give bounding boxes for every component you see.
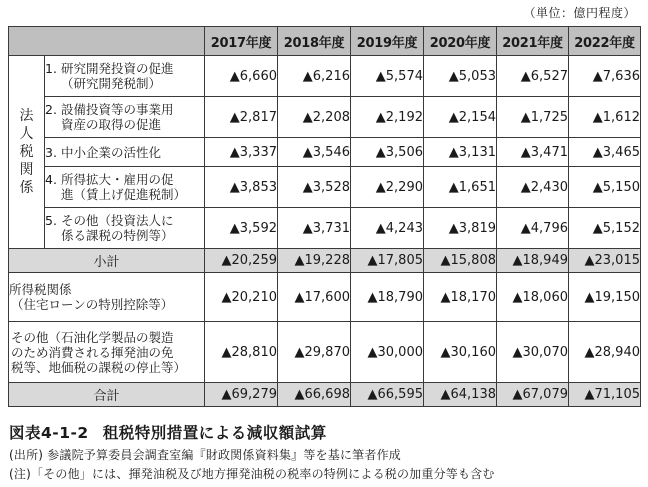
value-cell: ▲18,060 xyxy=(497,273,569,322)
value-cell: ▲20,259 xyxy=(205,249,278,273)
value-cell: ▲15,808 xyxy=(424,249,497,273)
item-label: 1. 研究開発投資の促進 （研究開発税制） xyxy=(45,56,205,97)
header-blank-cell xyxy=(9,27,205,56)
value-cell: ▲2,817 xyxy=(205,97,278,138)
figure-title: 租税特別措置による減収額試算 xyxy=(102,424,327,442)
footnote: (注)「その他」には、揮発油税及び地方揮発油税の税率の特例による税の加重分等も含む xyxy=(9,467,495,481)
value-cell: ▲23,015 xyxy=(569,249,641,273)
other-row xyxy=(9,322,641,383)
source-note: (出所) 参議院予算委員会調査室編『財政関係資料集』等を基に筆者作成 xyxy=(9,448,401,462)
year-header: 2020年度 xyxy=(424,27,497,56)
value-cell: ▲28,810 xyxy=(205,322,278,383)
value-cell: ▲3,853 xyxy=(205,167,278,208)
value-cell: ▲3,465 xyxy=(569,138,641,167)
year-header: 2021年度 xyxy=(497,27,569,56)
figure-number: 図表4-1-2 xyxy=(9,424,89,442)
table-row xyxy=(9,97,641,138)
unit-label: （単位：億円程度） xyxy=(523,6,636,20)
value-cell: ▲2,192 xyxy=(351,97,424,138)
value-cell: ▲67,079 xyxy=(497,383,569,407)
value-cell: ▲1,612 xyxy=(569,97,641,138)
value-cell: ▲3,819 xyxy=(424,208,497,249)
value-cell: ▲5,574 xyxy=(351,56,424,97)
income-tax-label: 所得税関係 （住宅ローンの特別控除等） xyxy=(9,273,205,322)
value-cell: ▲6,216 xyxy=(278,56,351,97)
value-cell: ▲30,000 xyxy=(351,322,424,383)
value-cell: ▲20,210 xyxy=(205,273,278,322)
year-header: 2017年度 xyxy=(205,27,278,56)
header-row xyxy=(9,27,641,56)
value-cell: ▲19,150 xyxy=(569,273,641,322)
item-label: 5. その他（投資法人に 係る課税の特例等） xyxy=(45,208,205,249)
value-cell: ▲6,527 xyxy=(497,56,569,97)
value-cell: ▲71,105 xyxy=(569,383,641,407)
value-cell: ▲5,152 xyxy=(569,208,641,249)
value-cell: ▲3,731 xyxy=(278,208,351,249)
value-cell: ▲29,870 xyxy=(278,322,351,383)
value-cell: ▲28,940 xyxy=(569,322,641,383)
item-label: 3. 中小企業の活性化 xyxy=(45,138,205,167)
other-label: その他（石油化学製品の製造 のため消費される揮発油の免 税等、地価税の課税の停止等） xyxy=(9,322,205,383)
value-cell: ▲66,698 xyxy=(278,383,351,407)
value-cell: ▲3,131 xyxy=(424,138,497,167)
value-cell: ▲4,243 xyxy=(351,208,424,249)
year-header: 2022年度 xyxy=(569,27,641,56)
table-row xyxy=(9,167,641,208)
value-cell: ▲19,228 xyxy=(278,249,351,273)
value-cell: ▲7,636 xyxy=(569,56,641,97)
value-cell: ▲3,337 xyxy=(205,138,278,167)
tax-measures-table xyxy=(8,26,641,407)
value-cell: ▲18,790 xyxy=(351,273,424,322)
value-cell: ▲1,651 xyxy=(424,167,497,208)
value-cell: ▲5,053 xyxy=(424,56,497,97)
value-cell: ▲17,805 xyxy=(351,249,424,273)
value-cell: ▲17,600 xyxy=(278,273,351,322)
subtotal-label: 小計 xyxy=(9,249,205,273)
value-cell: ▲1,725 xyxy=(497,97,569,138)
value-cell: ▲64,138 xyxy=(424,383,497,407)
year-header: 2018年度 xyxy=(278,27,351,56)
value-cell: ▲18,170 xyxy=(424,273,497,322)
table-row xyxy=(9,208,641,249)
value-cell: ▲66,595 xyxy=(351,383,424,407)
item-label: 4. 所得拡大・雇用の促 進（賃上げ促進税制） xyxy=(45,167,205,208)
value-cell: ▲3,592 xyxy=(205,208,278,249)
value-cell: ▲3,471 xyxy=(497,138,569,167)
value-cell: ▲18,949 xyxy=(497,249,569,273)
value-cell: ▲4,796 xyxy=(497,208,569,249)
value-cell: ▲30,160 xyxy=(424,322,497,383)
table-row xyxy=(9,56,641,97)
total-label: 合計 xyxy=(9,383,205,407)
value-cell: ▲3,506 xyxy=(351,138,424,167)
value-cell: ▲30,070 xyxy=(497,322,569,383)
year-header: 2019年度 xyxy=(351,27,424,56)
item-label: 2. 設備投資等の事業用 資産の取得の促進 xyxy=(45,97,205,138)
value-cell: ▲69,279 xyxy=(205,383,278,407)
value-cell: ▲6,660 xyxy=(205,56,278,97)
corporate-tax-group-label: 法 人 税 関 係 xyxy=(9,56,45,249)
income-tax-row xyxy=(9,273,641,322)
value-cell: ▲2,154 xyxy=(424,97,497,138)
table-row xyxy=(9,138,641,167)
subtotal-row xyxy=(9,249,641,273)
value-cell: ▲2,430 xyxy=(497,167,569,208)
figure-caption xyxy=(9,421,327,443)
value-cell: ▲2,208 xyxy=(278,97,351,138)
value-cell: ▲3,528 xyxy=(278,167,351,208)
value-cell: ▲3,546 xyxy=(278,138,351,167)
value-cell: ▲5,150 xyxy=(569,167,641,208)
value-cell: ▲2,290 xyxy=(351,167,424,208)
total-row xyxy=(9,383,641,407)
